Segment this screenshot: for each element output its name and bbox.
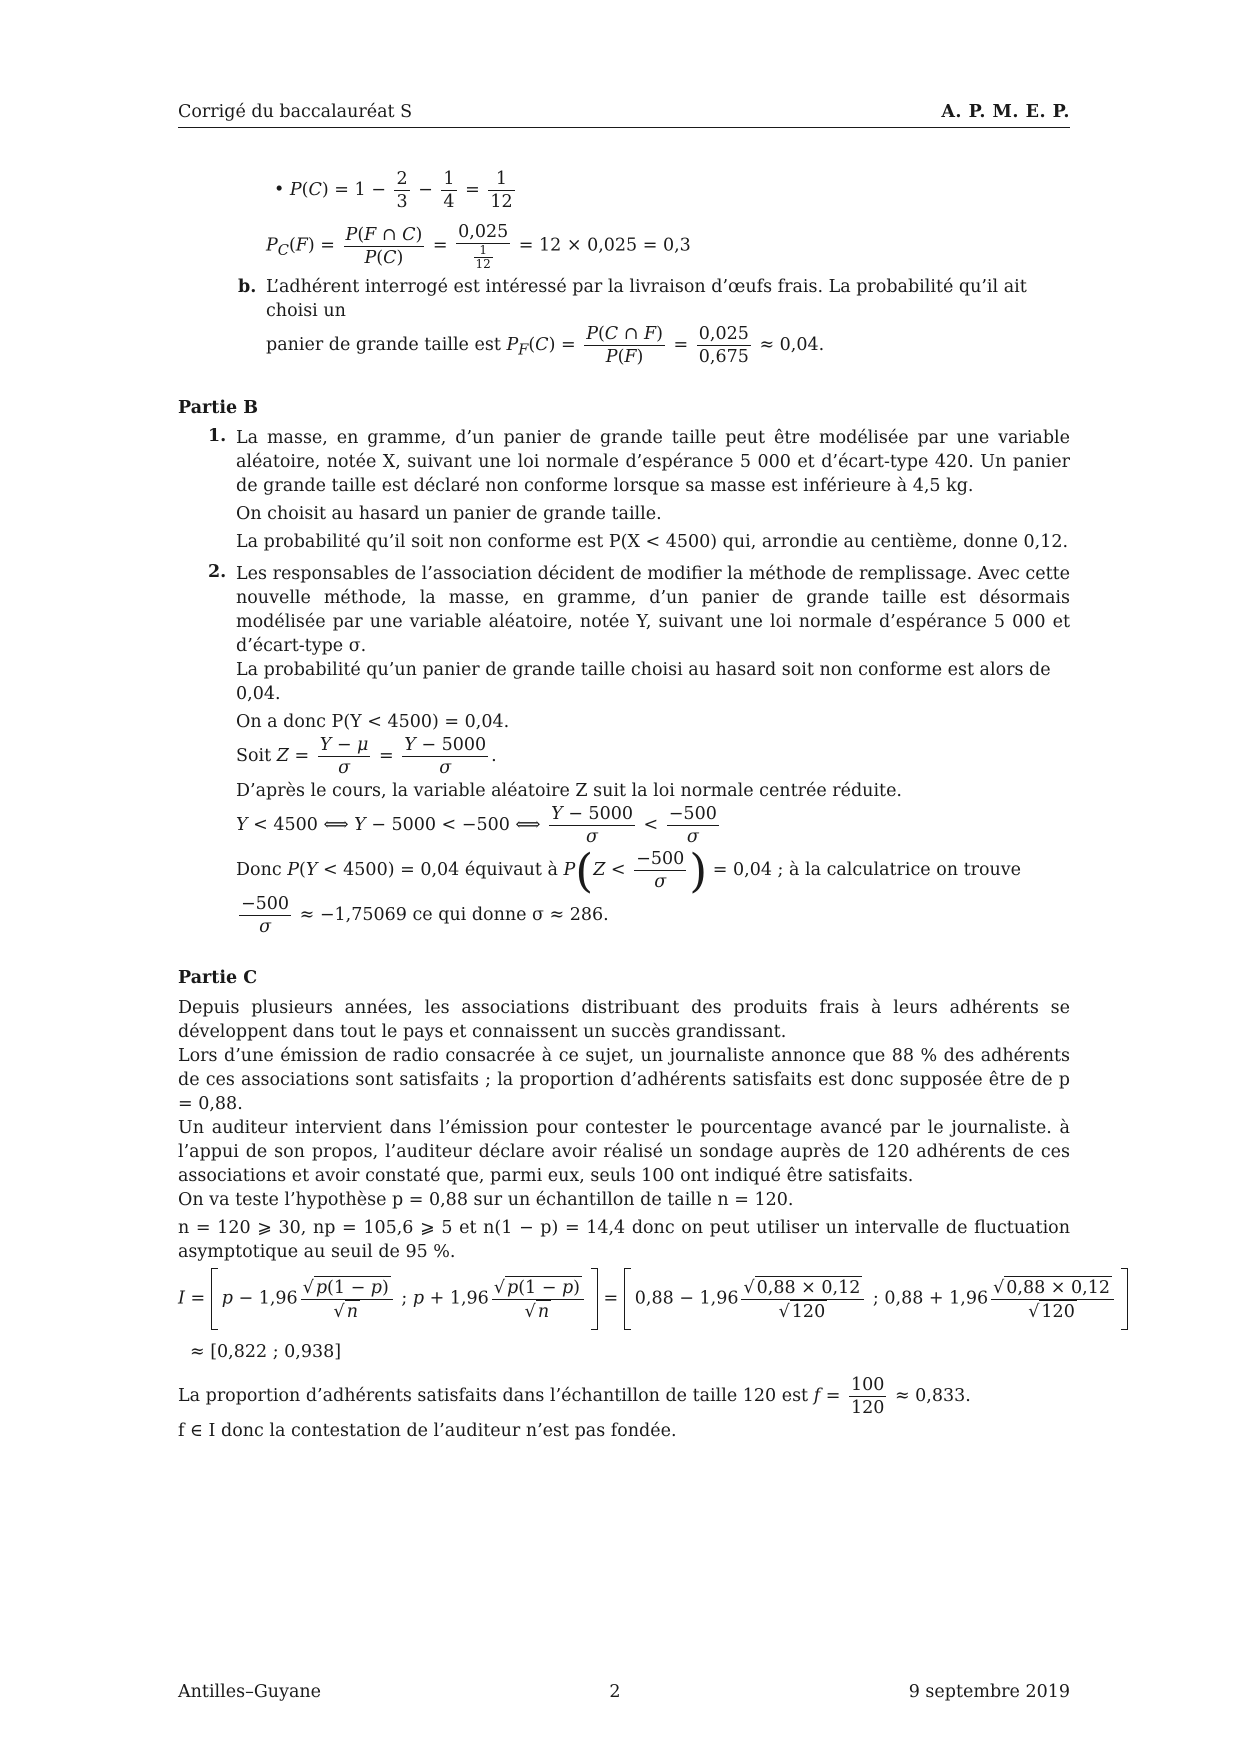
q2-equiv: Y < 4500 ⟺ Y − 5000 < −500 ⟺ $\frac{Y - 5000}{\sigma}$ < $\frac{-500}{\sigma}$ xyxy=(236,804,717,847)
part-a-b-text: L’adhérent interrogé est intéressé par la livraison d’œufs frais. La probabilité qu’il ait choisi un xyxy=(266,277,1027,321)
page-header xyxy=(178,102,1070,128)
label-b: b. xyxy=(238,277,257,297)
q1-p1: La masse, en gramme, d’un panier de grande taille peut être modélisée par une variable aléatoire, notée X, suivant une loi normale d’espérance 5 000 et d’écart-type 420. Un panier de grande taille est déclaré non conforme lorsque sa masse est inférieure à 4,5 kg. xyxy=(236,428,1070,496)
question-1 xyxy=(208,426,1070,554)
footer-date: 9 septembre 2019 xyxy=(908,1682,1070,1702)
q1-label: 1. xyxy=(208,426,227,446)
c-p6: ≈ [0,822 ; 0,938] xyxy=(190,1342,342,1362)
q2-p3: On a donc P(Y < 4500) = 0,04. xyxy=(236,712,510,732)
c-p8: f ∈ I donc la contestation de l’auditeur n’est pas fondée. xyxy=(178,1421,677,1441)
q2-label: 2. xyxy=(208,562,227,582)
c-p3: Un auditeur intervient dans l’émission pour contester le pourcentage avancé par le journaliste. à l’appui de son propos, l’auditeur déclare avoir réalisé un sondage auprès de 120 adhérents de ces associations et avoir constaté que, parmi eux, seuls 100 ont indiqué être satisfaits. xyxy=(178,1118,1070,1186)
q2-p1: Les responsables de l’association décident de modifier la méthode de remplissage. Avec cette nouvelle méthode, la masse, en gramme, d’un panier de grande taille est désormais modélisée par une variable aléatoire, notée Y, suivant une loi normale d’espérance 5 000 et d’écart-type σ. xyxy=(236,564,1070,656)
part-a-b-formula: panier de grande taille est $P_F(C)$ = $\frac{P(C \cap F)}{P(F)}$ = $\frac{0,025}{0,675}$ ≈ 0,04. xyxy=(266,324,825,367)
question-2 xyxy=(208,562,1070,938)
page-footer xyxy=(178,1682,1070,1702)
formula-pc: • P(C) = 1 − $\frac{2}{3}$ − $\frac{1}{4}$ = $\frac{1}{12}$ xyxy=(274,169,513,212)
q2-donc: Donc P(Y < 4500) = 0,04 équivaut à P(Z < $\frac{-500}{\sigma}$ ) = 0,04 ; à la calculatrice on trouve xyxy=(236,843,1022,898)
section-title-c: Partie C xyxy=(178,968,258,988)
q2-p2: La probabilité qu’un panier de grande taille choisi au hasard soit non conforme est alors de 0,04. xyxy=(236,660,1051,704)
footer-left: Antilles–Guyane xyxy=(178,1682,322,1702)
section-title-b: Partie B xyxy=(178,398,258,418)
q1-p3: La probabilité qu’il soit non conforme est P(X < 4500) qui, arrondie au centième, donne 0,12. xyxy=(236,532,1069,552)
header-apmep: A. P. M. E. P. xyxy=(941,102,1070,122)
c-p2: Lors d’une émission de radio consacrée à ce sujet, un journaliste annonce que 88 % des adhérents de ces associations sont satisfaits ; la proportion d’adhérents satisfaits est donc supposée être de p = 0,88. xyxy=(178,1046,1070,1114)
c-p7-head: La proportion d’adhérents satisfaits dans l’échantillon de taille 120 est xyxy=(178,1386,809,1406)
c-p4: On va teste l’hypothèse p = 0,88 sur un échantillon de taille n = 120. xyxy=(178,1190,794,1210)
page-number: 2 xyxy=(609,1682,621,1702)
q2-z-def: Soit Z = $\frac{Y - \mu}{\sigma}$ = $\frac{Y - 5000}{\sigma}$ . xyxy=(236,735,497,778)
part-a-b-text2: panier de grande taille est xyxy=(266,335,501,355)
header-title: Corrigé du baccalauréat S xyxy=(178,102,413,122)
part-a-b xyxy=(238,275,1070,368)
c-p1: Depuis plusieurs années, les associations distribuant des produits frais à leurs adhérents se développent dans tout le pays et connaissent un succès grandissant. xyxy=(178,998,1070,1042)
page-content xyxy=(178,168,1110,1443)
q2-p6-tail: ≈ −1,75069 ce qui donne σ ≈ 286. xyxy=(299,905,609,925)
c-p5: n = 120 ⩾ 30, np = 105,6 ⩾ 5 et n(1 − p) = 14,4 donc on peut utiliser un intervalle de fluctuation asymptotique au seuil de 95 %. xyxy=(178,1218,1070,1262)
q2-p4: D’après le cours, la variable aléatoire Z suit la loi normale centrée réduite. xyxy=(236,781,902,801)
q2-result: $\frac{-500}{\sigma}$ ≈ −1,75069 ce qui donne σ ≈ 286. xyxy=(241,894,609,937)
formula-pcf: $P_C(F)$ = $\frac{P(F \cap C)}{P(C)}$ = $\frac{0,025}{\frac{1}{12}}$ = 12 × 0,025 = 0,3 xyxy=(266,222,691,271)
interval-formula: I = p − 1,96 √ p(1 − p) √ n ; p + 1,96 √ p(1 − p) √ n = 0,88 − 1,96 √ 0,88 × 0,12 √ 120 ; 0,88 + 1,96 √ 0,88 × 0,12 √ 120 xyxy=(178,1268,1070,1330)
c-f-line: La proportion d’adhérents satisfaits dans l’échantillon de taille 120 est f = $\frac{100}{120}$ ≈ 0,833. xyxy=(178,1375,971,1418)
q1-p2: On choisit au hasard un panier de grande taille. xyxy=(236,504,662,524)
q2-p5-tail: = 0,04 ; à la calculatrice on trouve xyxy=(712,860,1022,880)
